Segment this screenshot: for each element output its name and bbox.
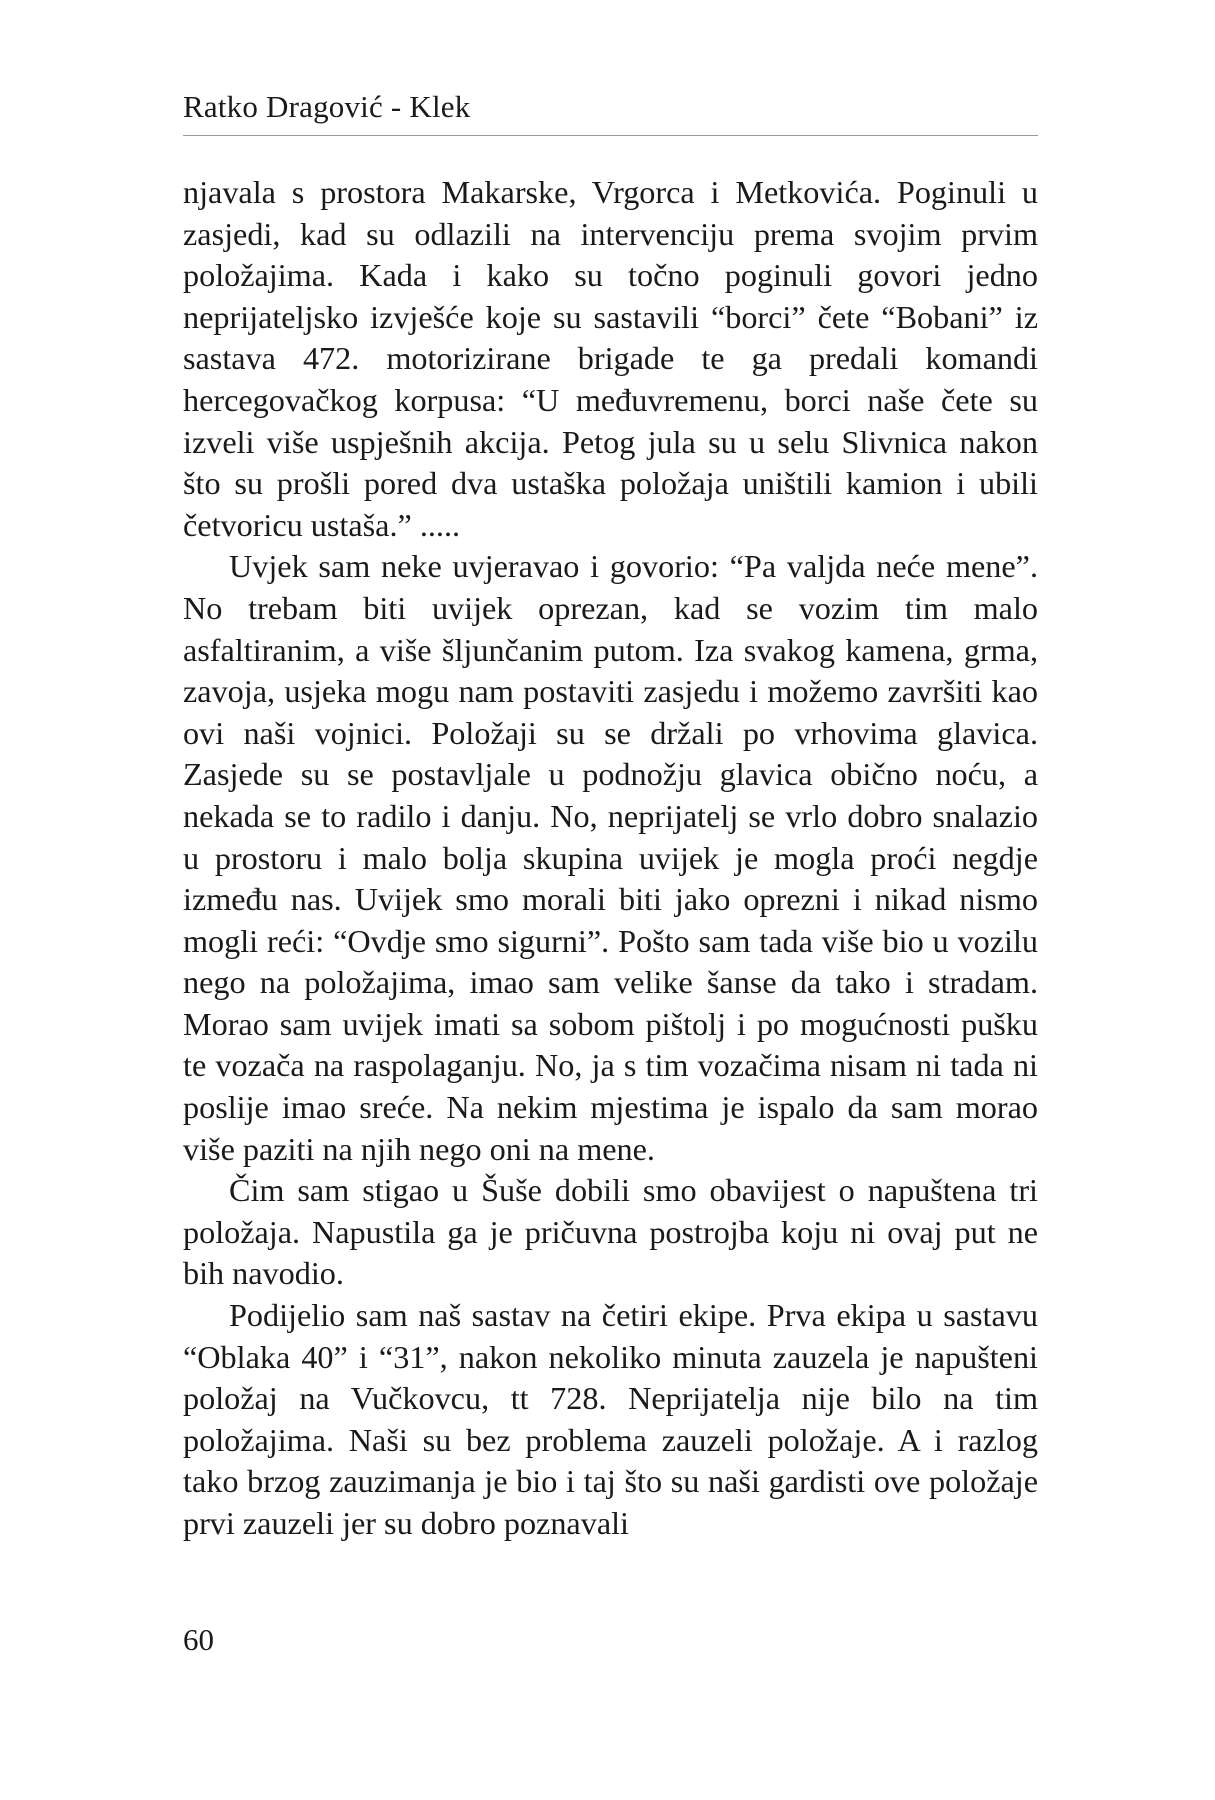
running-header: Ratko Dragović - Klek xyxy=(183,89,471,124)
page-body xyxy=(183,172,1038,1545)
paragraph: Podijelio sam naš sastav na četiri ekipe. Prva ekipa u sastavu “Oblaka 40” i “31”, nakon nekoliko minuta zauzela je napušteni položaj na Vučkovcu, tt 728. Neprijatelja nije bilo na tim položajima. Naši su bez problema zauzeli položaje. A i razlog tako brzog zauzimanja je bio i taj što su naši gardisti ove položaje prvi zauzeli jer su dobro poznavali xyxy=(183,1297,1038,1541)
paragraph: Čim sam stigao u Šuše dobili smo obavijest o napuštena tri položaja. Napustila ga je pričuvna postrojba koju ni ovaj put ne bih navodio. xyxy=(183,1172,1038,1292)
header-divider xyxy=(183,135,1038,136)
paragraph-continuation: njavala s prostora Makarske, Vrgorca i Metkovića. Poginuli u zasjedi, kad su odlazili na intervenciju prema svojim prvim položajima. Kada i kako su točno poginuli govori jedno neprijateljsko izvješće koje su sastavili “borci” čete “Bobani” iz sastava 472. motorizirane brigade te ga predali komandi hercegovačkog korpusa: “U međuvremenu, borci naše čete su izveli više uspješnih akcija. Petog jula su u selu Slivnica nakon što su prošli pored dva ustaška položaja uništili kamion i ubili četvoricu ustaša.” ..... xyxy=(183,174,1038,543)
page-number: 60 xyxy=(183,1622,214,1657)
paragraph: Uvjek sam neke uvjeravao i govorio: “Pa valjda neće mene”. No trebam biti uvijek oprezan, kad se vozim tim malo asfaltiranim, a više šljunčanim putom. Iza svakog kamena, grma, zavoja, usjeka mogu nam postaviti zasjedu i možemo završiti kao ovi naši vojnici. Položaji su se držali po vrhovima glavica. Zasjede su se postavljale u podnožju glavica obično noću, a nekada se to radilo i danju. No, neprijatelj se vrlo dobro snalazio u prostoru i malo bolja skupina uvijek je mogla proći negdje između nas. Uvijek smo morali biti jako oprezni i nikad nismo mogli reći: “Ovdje smo sigurni”. Pošto sam tada više bio u vozilu nego na položajima, imao sam velike šanse da tako i stradam. Morao sam uvijek imati sa sobom pištolj i po mogućnosti pušku te vozača na raspolaganju. No, ja s tim vozačima nisam ni tada ni poslije imao sreće. Na nekim mjestima je ispalo da sam morao više paziti na njih nego oni na mene. xyxy=(183,548,1038,1167)
